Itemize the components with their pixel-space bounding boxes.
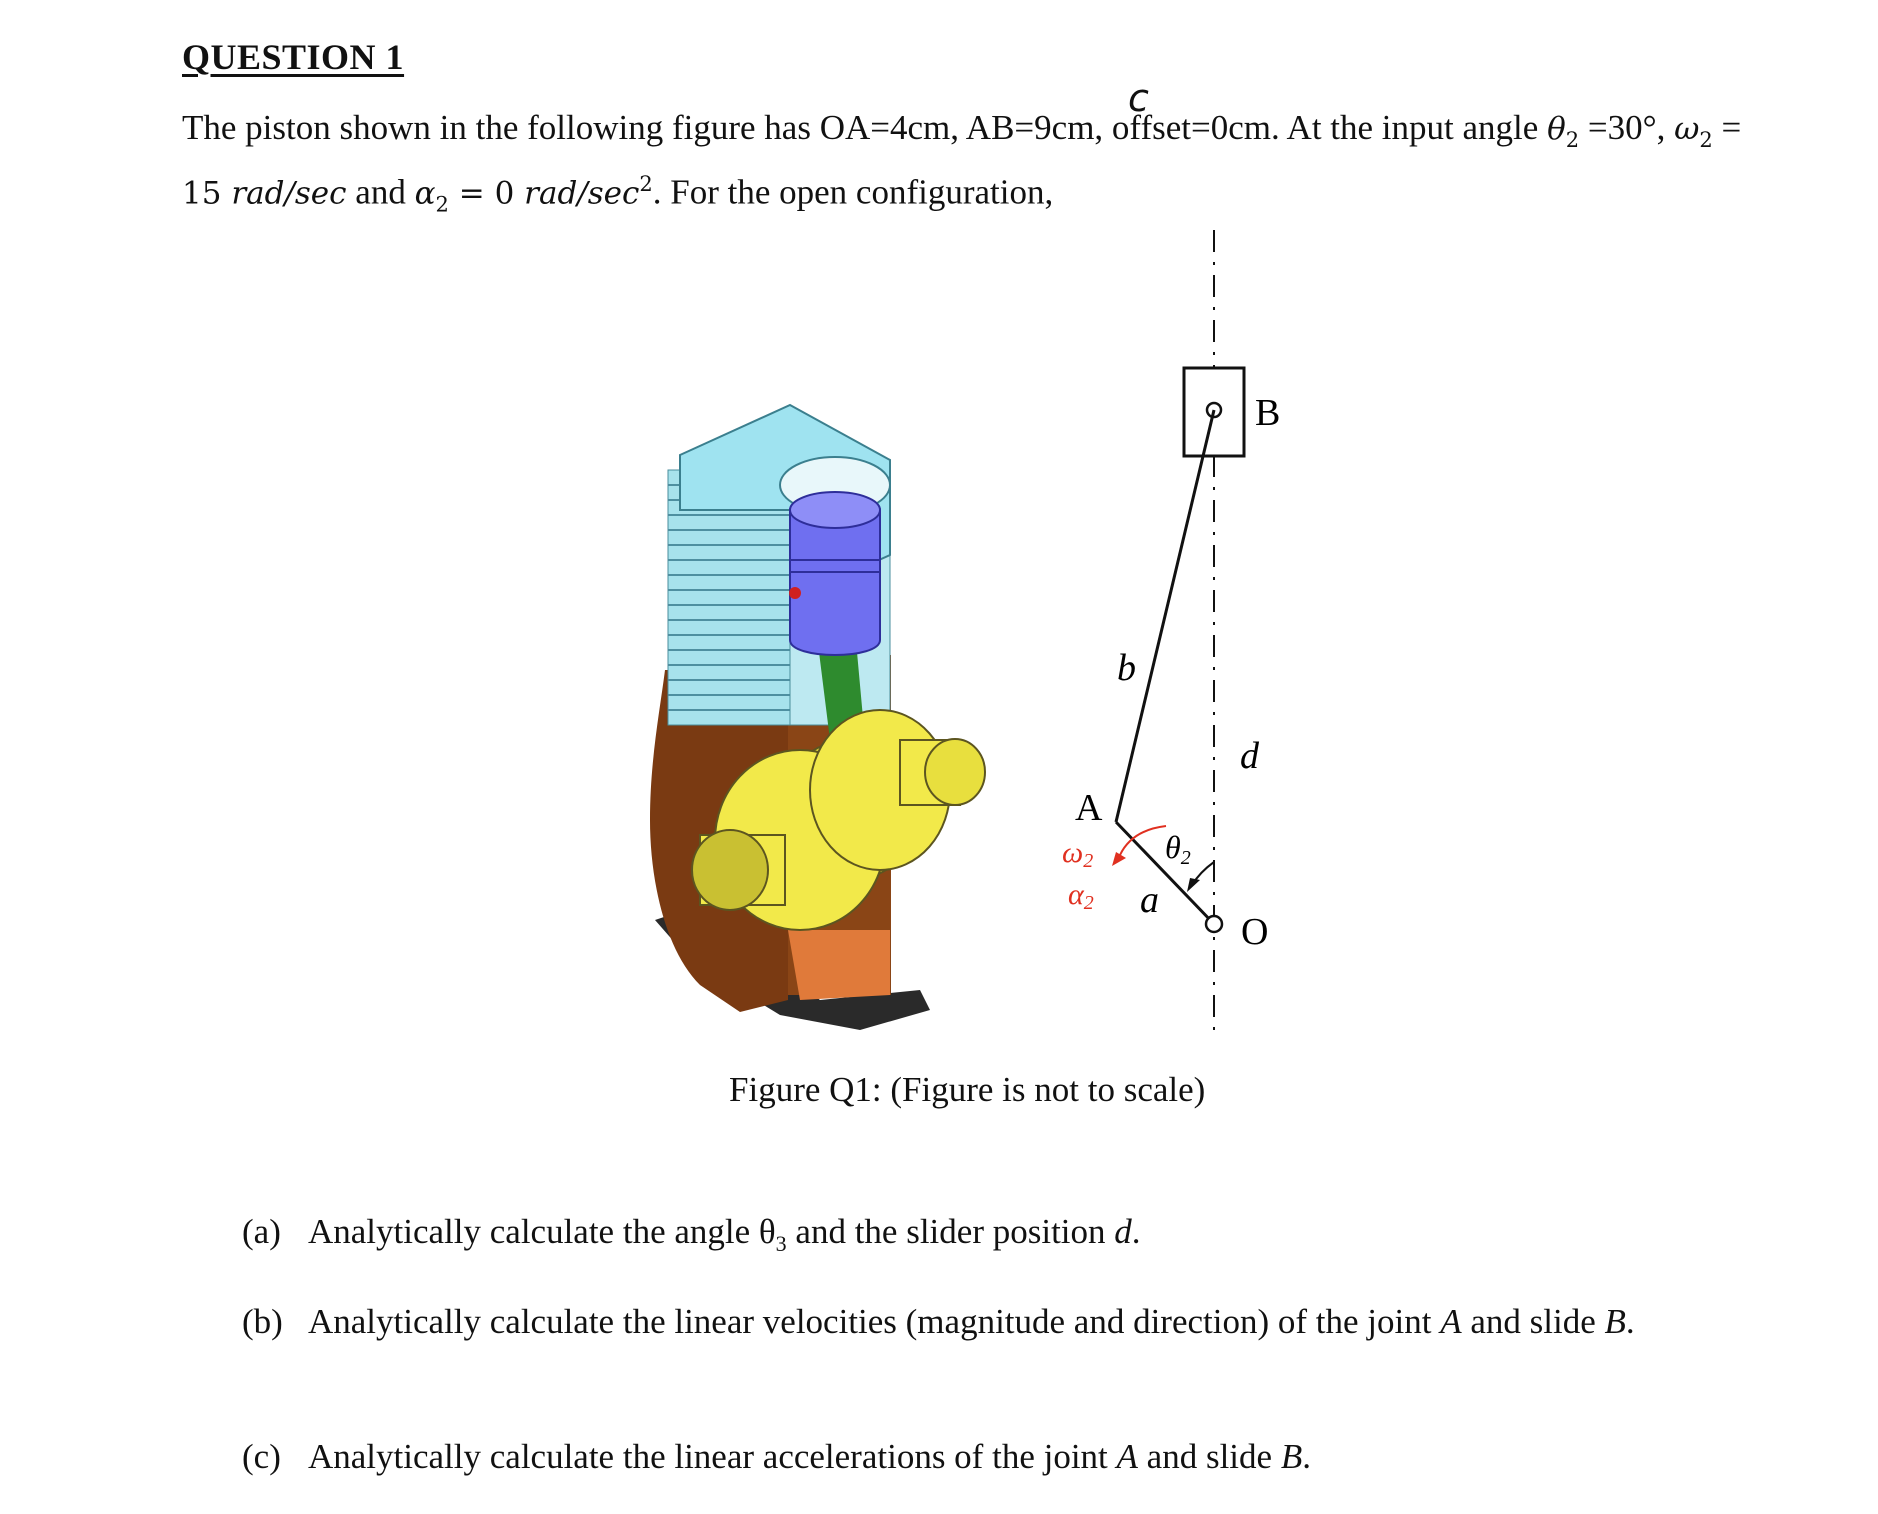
label-B: B (1255, 392, 1281, 434)
omega2-arrowhead (1112, 852, 1126, 866)
label-A: A (1075, 787, 1103, 829)
question-part-c: (c) Analytically calculate the linear accelerations of the joint A and slide B. (242, 1437, 1311, 1476)
label-theta2: θ2 (1165, 829, 1191, 869)
kinematic-diagram (1062, 230, 1280, 1040)
question-intro: The piston shown in the following figure has OA=4cm, AB=9cm, offset=0cm. At the input angle $\theta_2 =30^\circ$, $\omega_2$ = 15 rad/sec and $\alpha_2 = 0$ rad/$\sec^2$. For the open configuration, (182, 108, 1742, 217)
label-O: O (1241, 911, 1269, 953)
pin-O (1206, 916, 1222, 932)
handwritten-mark: c (1128, 76, 1149, 120)
label-omega2: ω2 (1062, 836, 1094, 872)
piston-top (790, 492, 880, 528)
crank-shaft-end-right (925, 739, 985, 805)
crankcase-inner (788, 930, 890, 1000)
question-part-a: (a) Analytically calculate the angle $\theta_3$ and the slider position d. (242, 1212, 1141, 1256)
question-heading: QUESTION 1 (182, 37, 405, 77)
label-a: a (1140, 879, 1159, 921)
label-alpha2: α2 (1068, 878, 1094, 914)
engine-illustration (650, 405, 985, 1030)
crank-shaft-end-left (692, 830, 768, 910)
theta2-arrowhead (1187, 878, 1200, 892)
label-b: b (1117, 647, 1136, 689)
label-d: d (1240, 735, 1259, 777)
piston-pin (789, 587, 801, 599)
question-part-b: (b) Analytically calculate the linear velocities (magnitude and direction) of the joint A and slide B. (242, 1302, 1635, 1341)
link-b (1116, 410, 1214, 822)
figure-caption: Figure Q1: (Figure is not to scale) (729, 1070, 1206, 1109)
